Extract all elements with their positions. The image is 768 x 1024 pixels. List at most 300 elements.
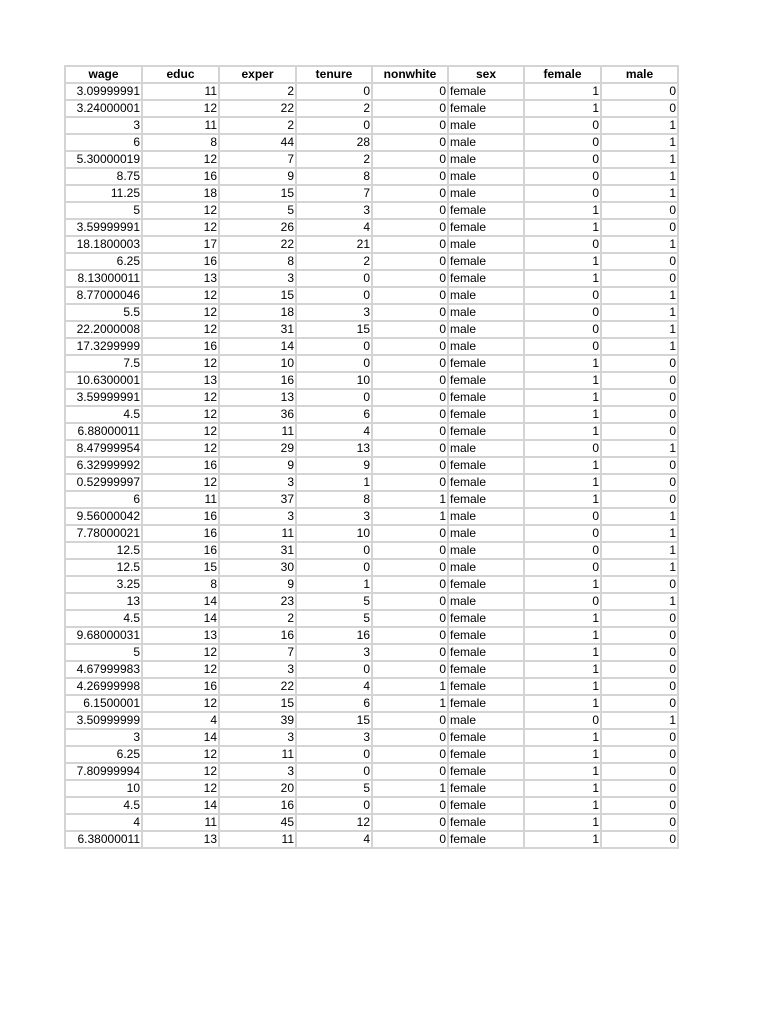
cell-male: 0 <box>601 627 678 644</box>
table-row <box>65 491 678 508</box>
cell-exper: 3 <box>219 270 296 287</box>
cell-female: 1 <box>524 253 601 270</box>
cell-tenure: 8 <box>296 491 372 508</box>
cell-educ: 12 <box>142 780 219 797</box>
cell-educ: 13 <box>142 372 219 389</box>
cell-exper: 2 <box>219 83 296 100</box>
cell-nonwhite: 0 <box>372 202 448 219</box>
cell-male: 0 <box>601 695 678 712</box>
cell-sex: female <box>448 202 524 219</box>
cell-sex: male <box>448 440 524 457</box>
cell-exper: 11 <box>219 423 296 440</box>
table-row <box>65 185 678 202</box>
cell-female: 0 <box>524 117 601 134</box>
cell-nonwhite: 0 <box>372 406 448 423</box>
table-row <box>65 508 678 525</box>
cell-sex: male <box>448 559 524 576</box>
cell-educ: 11 <box>142 491 219 508</box>
cell-tenure: 8 <box>296 168 372 185</box>
cell-wage: 9.68000031 <box>65 627 142 644</box>
table-row <box>65 814 678 831</box>
cell-exper: 31 <box>219 542 296 559</box>
cell-sex: female <box>448 746 524 763</box>
cell-male: 1 <box>601 440 678 457</box>
cell-tenure: 0 <box>296 355 372 372</box>
cell-exper: 45 <box>219 814 296 831</box>
cell-male: 0 <box>601 457 678 474</box>
cell-exper: 2 <box>219 117 296 134</box>
cell-wage: 3.59999991 <box>65 219 142 236</box>
column-header-exper: exper <box>219 66 296 83</box>
cell-exper: 7 <box>219 644 296 661</box>
cell-tenure: 10 <box>296 525 372 542</box>
cell-educ: 12 <box>142 219 219 236</box>
cell-female: 1 <box>524 83 601 100</box>
cell-wage: 10 <box>65 780 142 797</box>
table-row <box>65 695 678 712</box>
cell-female: 1 <box>524 355 601 372</box>
column-header-female: female <box>524 66 601 83</box>
table-row <box>65 763 678 780</box>
cell-wage: 10.6300001 <box>65 372 142 389</box>
cell-nonwhite: 0 <box>372 236 448 253</box>
table-row <box>65 117 678 134</box>
cell-educ: 11 <box>142 814 219 831</box>
cell-nonwhite: 0 <box>372 610 448 627</box>
table-row <box>65 270 678 287</box>
cell-female: 1 <box>524 695 601 712</box>
cell-exper: 8 <box>219 253 296 270</box>
cell-educ: 11 <box>142 117 219 134</box>
table-row <box>65 440 678 457</box>
cell-exper: 31 <box>219 321 296 338</box>
cell-tenure: 0 <box>296 661 372 678</box>
table-row <box>65 525 678 542</box>
cell-exper: 9 <box>219 457 296 474</box>
cell-educ: 8 <box>142 134 219 151</box>
cell-tenure: 0 <box>296 746 372 763</box>
cell-female: 0 <box>524 525 601 542</box>
cell-exper: 11 <box>219 525 296 542</box>
cell-sex: female <box>448 797 524 814</box>
cell-female: 1 <box>524 610 601 627</box>
cell-exper: 2 <box>219 610 296 627</box>
cell-exper: 3 <box>219 729 296 746</box>
table-row <box>65 151 678 168</box>
cell-sex: female <box>448 814 524 831</box>
cell-sex: male <box>448 168 524 185</box>
cell-female: 1 <box>524 644 601 661</box>
cell-tenure: 0 <box>296 763 372 780</box>
cell-wage: 4.26999998 <box>65 678 142 695</box>
cell-tenure: 0 <box>296 338 372 355</box>
cell-tenure: 0 <box>296 389 372 406</box>
cell-wage: 4.67999983 <box>65 661 142 678</box>
cell-male: 0 <box>601 100 678 117</box>
cell-wage: 4.5 <box>65 610 142 627</box>
cell-exper: 22 <box>219 236 296 253</box>
cell-wage: 6.32999992 <box>65 457 142 474</box>
cell-educ: 12 <box>142 746 219 763</box>
cell-nonwhite: 0 <box>372 338 448 355</box>
cell-wage: 7.5 <box>65 355 142 372</box>
cell-tenure: 0 <box>296 83 372 100</box>
cell-tenure: 4 <box>296 678 372 695</box>
cell-tenure: 7 <box>296 185 372 202</box>
cell-sex: male <box>448 236 524 253</box>
table-body <box>65 83 678 848</box>
cell-wage: 5 <box>65 644 142 661</box>
cell-sex: female <box>448 253 524 270</box>
cell-exper: 22 <box>219 678 296 695</box>
cell-nonwhite: 0 <box>372 151 448 168</box>
cell-nonwhite: 0 <box>372 729 448 746</box>
cell-sex: male <box>448 185 524 202</box>
cell-wage: 3 <box>65 729 142 746</box>
column-header-tenure: tenure <box>296 66 372 83</box>
cell-nonwhite: 0 <box>372 117 448 134</box>
cell-wage: 17.3299999 <box>65 338 142 355</box>
cell-nonwhite: 0 <box>372 253 448 270</box>
cell-male: 0 <box>601 644 678 661</box>
cell-exper: 13 <box>219 389 296 406</box>
cell-exper: 3 <box>219 474 296 491</box>
cell-wage: 11.25 <box>65 185 142 202</box>
column-header-wage: wage <box>65 66 142 83</box>
cell-female: 1 <box>524 372 601 389</box>
cell-wage: 13 <box>65 593 142 610</box>
cell-sex: female <box>448 355 524 372</box>
column-header-nonwhite: nonwhite <box>372 66 448 83</box>
cell-educ: 12 <box>142 151 219 168</box>
cell-exper: 7 <box>219 151 296 168</box>
cell-educ: 15 <box>142 559 219 576</box>
cell-educ: 14 <box>142 593 219 610</box>
column-header-sex: sex <box>448 66 524 83</box>
cell-exper: 9 <box>219 168 296 185</box>
cell-tenure: 3 <box>296 202 372 219</box>
cell-sex: male <box>448 134 524 151</box>
cell-wage: 5 <box>65 202 142 219</box>
cell-sex: male <box>448 712 524 729</box>
cell-wage: 9.56000042 <box>65 508 142 525</box>
cell-sex: male <box>448 321 524 338</box>
cell-wage: 6.25 <box>65 746 142 763</box>
cell-male: 1 <box>601 338 678 355</box>
cell-educ: 16 <box>142 678 219 695</box>
cell-sex: female <box>448 695 524 712</box>
cell-female: 1 <box>524 763 601 780</box>
cell-nonwhite: 0 <box>372 593 448 610</box>
cell-educ: 12 <box>142 695 219 712</box>
cell-nonwhite: 0 <box>372 168 448 185</box>
cell-nonwhite: 0 <box>372 389 448 406</box>
cell-wage: 7.80999994 <box>65 763 142 780</box>
cell-educ: 12 <box>142 763 219 780</box>
cell-nonwhite: 0 <box>372 423 448 440</box>
cell-educ: 12 <box>142 440 219 457</box>
cell-sex: female <box>448 678 524 695</box>
cell-wage: 5.5 <box>65 304 142 321</box>
table-row <box>65 100 678 117</box>
cell-male: 0 <box>601 372 678 389</box>
cell-male: 0 <box>601 491 678 508</box>
cell-female: 1 <box>524 100 601 117</box>
cell-male: 0 <box>601 389 678 406</box>
cell-exper: 15 <box>219 287 296 304</box>
cell-tenure: 5 <box>296 780 372 797</box>
cell-male: 1 <box>601 508 678 525</box>
cell-educ: 8 <box>142 576 219 593</box>
column-header-educ: educ <box>142 66 219 83</box>
cell-tenure: 15 <box>296 321 372 338</box>
cell-educ: 13 <box>142 270 219 287</box>
cell-exper: 26 <box>219 219 296 236</box>
cell-sex: female <box>448 100 524 117</box>
cell-tenure: 6 <box>296 406 372 423</box>
cell-educ: 12 <box>142 406 219 423</box>
cell-female: 0 <box>524 304 601 321</box>
cell-educ: 14 <box>142 610 219 627</box>
table-row <box>65 661 678 678</box>
cell-male: 1 <box>601 525 678 542</box>
table-row <box>65 593 678 610</box>
cell-educ: 16 <box>142 542 219 559</box>
cell-male: 1 <box>601 185 678 202</box>
cell-tenure: 4 <box>296 219 372 236</box>
cell-wage: 5.30000019 <box>65 151 142 168</box>
cell-exper: 16 <box>219 797 296 814</box>
cell-female: 0 <box>524 508 601 525</box>
cell-wage: 3 <box>65 117 142 134</box>
cell-female: 0 <box>524 559 601 576</box>
cell-sex: female <box>448 423 524 440</box>
cell-exper: 16 <box>219 372 296 389</box>
cell-tenure: 6 <box>296 695 372 712</box>
table-row <box>65 253 678 270</box>
table-row <box>65 780 678 797</box>
table-row <box>65 321 678 338</box>
cell-exper: 3 <box>219 763 296 780</box>
table-row <box>65 83 678 100</box>
cell-sex: female <box>448 457 524 474</box>
cell-sex: female <box>448 627 524 644</box>
cell-educ: 14 <box>142 797 219 814</box>
cell-tenure: 0 <box>296 797 372 814</box>
cell-sex: male <box>448 542 524 559</box>
data-table <box>64 65 679 849</box>
cell-nonwhite: 1 <box>372 508 448 525</box>
table-row <box>65 134 678 151</box>
cell-educ: 16 <box>142 338 219 355</box>
table-row <box>65 729 678 746</box>
table-row <box>65 712 678 729</box>
table-row <box>65 559 678 576</box>
cell-wage: 8.77000046 <box>65 287 142 304</box>
cell-male: 0 <box>601 270 678 287</box>
cell-tenure: 4 <box>296 423 372 440</box>
cell-male: 0 <box>601 83 678 100</box>
cell-educ: 12 <box>142 389 219 406</box>
cell-male: 1 <box>601 287 678 304</box>
cell-educ: 12 <box>142 355 219 372</box>
cell-sex: female <box>448 83 524 100</box>
cell-male: 0 <box>601 763 678 780</box>
cell-wage: 6.1500001 <box>65 695 142 712</box>
cell-tenure: 5 <box>296 593 372 610</box>
cell-wage: 3.50999999 <box>65 712 142 729</box>
cell-nonwhite: 0 <box>372 661 448 678</box>
table-row <box>65 202 678 219</box>
cell-sex: female <box>448 576 524 593</box>
cell-female: 1 <box>524 474 601 491</box>
cell-exper: 5 <box>219 202 296 219</box>
cell-male: 0 <box>601 729 678 746</box>
cell-educ: 11 <box>142 83 219 100</box>
cell-sex: female <box>448 270 524 287</box>
cell-sex: female <box>448 661 524 678</box>
cell-male: 1 <box>601 117 678 134</box>
cell-nonwhite: 0 <box>372 83 448 100</box>
cell-exper: 44 <box>219 134 296 151</box>
cell-male: 0 <box>601 253 678 270</box>
cell-female: 1 <box>524 457 601 474</box>
cell-wage: 4.5 <box>65 797 142 814</box>
cell-wage: 8.75 <box>65 168 142 185</box>
cell-exper: 10 <box>219 355 296 372</box>
cell-tenure: 21 <box>296 236 372 253</box>
cell-male: 1 <box>601 236 678 253</box>
cell-tenure: 0 <box>296 117 372 134</box>
cell-tenure: 2 <box>296 151 372 168</box>
cell-tenure: 3 <box>296 644 372 661</box>
cell-male: 0 <box>601 797 678 814</box>
cell-nonwhite: 0 <box>372 321 448 338</box>
table-row <box>65 389 678 406</box>
cell-male: 0 <box>601 202 678 219</box>
cell-educ: 4 <box>142 712 219 729</box>
cell-male: 1 <box>601 712 678 729</box>
cell-female: 0 <box>524 593 601 610</box>
cell-exper: 23 <box>219 593 296 610</box>
cell-educ: 13 <box>142 831 219 848</box>
cell-female: 1 <box>524 202 601 219</box>
cell-exper: 22 <box>219 100 296 117</box>
cell-male: 0 <box>601 355 678 372</box>
cell-nonwhite: 0 <box>372 746 448 763</box>
cell-male: 1 <box>601 542 678 559</box>
cell-male: 1 <box>601 151 678 168</box>
cell-exper: 11 <box>219 831 296 848</box>
cell-sex: female <box>448 729 524 746</box>
cell-sex: male <box>448 508 524 525</box>
cell-educ: 12 <box>142 644 219 661</box>
cell-female: 1 <box>524 780 601 797</box>
cell-tenure: 16 <box>296 627 372 644</box>
cell-educ: 16 <box>142 253 219 270</box>
cell-educ: 12 <box>142 304 219 321</box>
cell-sex: female <box>448 389 524 406</box>
cell-wage: 3.09999991 <box>65 83 142 100</box>
cell-sex: female <box>448 219 524 236</box>
cell-female: 1 <box>524 831 601 848</box>
cell-sex: female <box>448 474 524 491</box>
cell-exper: 15 <box>219 695 296 712</box>
cell-tenure: 15 <box>296 712 372 729</box>
cell-male: 0 <box>601 423 678 440</box>
cell-educ: 16 <box>142 168 219 185</box>
cell-nonwhite: 0 <box>372 712 448 729</box>
cell-sex: female <box>448 610 524 627</box>
cell-female: 1 <box>524 627 601 644</box>
cell-nonwhite: 0 <box>372 525 448 542</box>
cell-tenure: 0 <box>296 287 372 304</box>
header-row <box>65 66 678 83</box>
cell-male: 0 <box>601 406 678 423</box>
cell-tenure: 1 <box>296 576 372 593</box>
cell-tenure: 28 <box>296 134 372 151</box>
column-header-male: male <box>601 66 678 83</box>
cell-female: 1 <box>524 661 601 678</box>
cell-nonwhite: 0 <box>372 542 448 559</box>
cell-nonwhite: 0 <box>372 134 448 151</box>
cell-male: 1 <box>601 593 678 610</box>
cell-sex: female <box>448 644 524 661</box>
table-row <box>65 287 678 304</box>
cell-educ: 12 <box>142 474 219 491</box>
table-row <box>65 576 678 593</box>
table-row <box>65 627 678 644</box>
cell-educ: 16 <box>142 457 219 474</box>
cell-exper: 11 <box>219 746 296 763</box>
cell-tenure: 3 <box>296 729 372 746</box>
cell-female: 0 <box>524 134 601 151</box>
cell-exper: 20 <box>219 780 296 797</box>
cell-nonwhite: 0 <box>372 559 448 576</box>
cell-wage: 7.78000021 <box>65 525 142 542</box>
cell-educ: 12 <box>142 661 219 678</box>
cell-educ: 16 <box>142 508 219 525</box>
table-row <box>65 542 678 559</box>
cell-wage: 18.1800003 <box>65 236 142 253</box>
cell-wage: 3.25 <box>65 576 142 593</box>
cell-nonwhite: 0 <box>372 576 448 593</box>
cell-exper: 16 <box>219 627 296 644</box>
cell-exper: 29 <box>219 440 296 457</box>
cell-exper: 39 <box>219 712 296 729</box>
cell-tenure: 13 <box>296 440 372 457</box>
cell-exper: 3 <box>219 661 296 678</box>
cell-wage: 6 <box>65 134 142 151</box>
cell-sex: male <box>448 338 524 355</box>
cell-tenure: 0 <box>296 270 372 287</box>
cell-female: 1 <box>524 729 601 746</box>
cell-male: 0 <box>601 661 678 678</box>
cell-female: 0 <box>524 712 601 729</box>
cell-female: 1 <box>524 576 601 593</box>
cell-tenure: 9 <box>296 457 372 474</box>
cell-wage: 8.13000011 <box>65 270 142 287</box>
cell-female: 0 <box>524 287 601 304</box>
cell-wage: 22.2000008 <box>65 321 142 338</box>
cell-female: 1 <box>524 814 601 831</box>
cell-wage: 6 <box>65 491 142 508</box>
cell-nonwhite: 0 <box>372 797 448 814</box>
cell-sex: male <box>448 151 524 168</box>
cell-exper: 18 <box>219 304 296 321</box>
cell-sex: female <box>448 372 524 389</box>
cell-nonwhite: 0 <box>372 372 448 389</box>
